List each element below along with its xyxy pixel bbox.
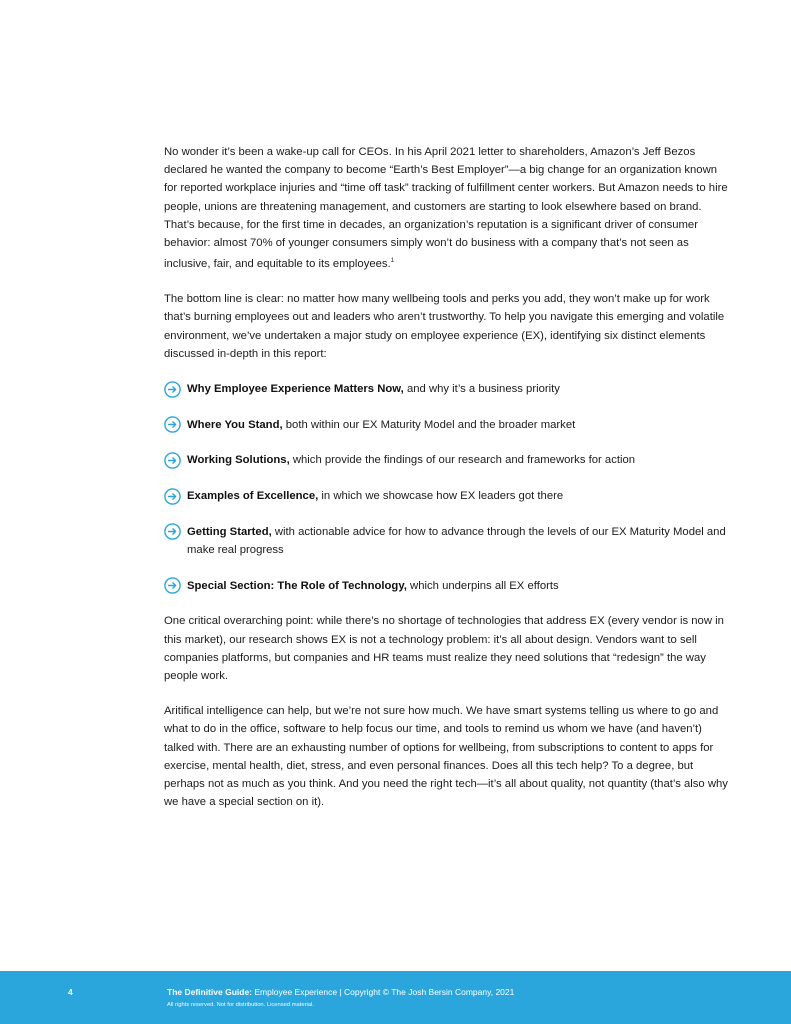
element-title: Working Solutions, [187, 454, 290, 467]
paragraph-ai: Aritifical intelligence can help, but we’re not sure how much. We have smart systems telling us where to go and what to do in the office, software to help focus our time, and tools to remind us whom we have (and haven’t) talked with. There are an exhausting number of options for wellbeing, from subscriptions to content to apps for exercise, mental health, diet, stress, and even personal finances. Does all this tech help? To a degree, but perhaps not as much as you think. And you need the right tech—it’s all about quality, not quantity (that’s also why we have a special section on it). [164, 705, 728, 809]
arrow-circle-right-icon [164, 452, 181, 469]
arrow-circle-right-icon [164, 416, 181, 433]
element-description: which provide the findings of our research and frameworks for action [289, 454, 636, 467]
page-number: 4 [68, 987, 73, 997]
list-item [164, 380, 730, 398]
element-title: Special Section: The Role of Technology, [187, 579, 407, 592]
list-item [164, 451, 730, 469]
page-footer [0, 971, 791, 1024]
arrow-circle-right-icon [164, 523, 181, 540]
element-description: both within our EX Maturity Model and the broader market [282, 418, 576, 431]
paragraph-ceo-wakeup: No wonder it’s been a wake-up call for CEOs. In his April 2021 letter to shareholders, Amazon’s Jeff Bezos declared he wanted the company to become “Earth’s Best Employer”—a big change for an organization known for reported workplace injuries and “time off task” tracking of fulfillment center workers. But Amazon needs to hire people, unions are threatening management, and customers are starting to look elsewhere based on brand. That’s because, for the first time in decades, an organization’s reputation is a significant driver of consumer behavior: almost 70% of younger consumers simply won’t do business with a company that’s not seen as inclusive, fair, and equitable to its employees.$^1$ [164, 146, 728, 270]
arrow-circle-right-icon [164, 577, 181, 594]
list-item [164, 577, 730, 595]
element-title: Getting Started, [187, 525, 272, 538]
paragraph-overarching-point: One critical overarching point: while there’s no shortage of technologies that address EX (every vendor is now in this market), our research shows EX is not a technology problem: it’s all about design. Vendors want to sell companies platforms, but companies and HR teams must realize they need solutions that “redesign” the way people work. [164, 615, 724, 683]
list-item [164, 523, 730, 559]
footnote-marker: 1 [390, 258, 395, 265]
footer-rights: All rights reserved. Not for distribution. Licensed material. [167, 1002, 314, 1008]
element-description: in which we showcase how EX leaders got there [318, 490, 564, 503]
element-description: which underpins all EX efforts [406, 579, 559, 592]
main-content [164, 143, 730, 811]
element-title: Examples of Excellence, [187, 490, 319, 503]
paragraph-bottom-line: The bottom line is clear: no matter how many wellbeing tools and perks you add, they won’t make up for work that’s burning employees out and leaders who aren’t trustworthy. To help you navigate this emerging and volatile environment, we’ve undertaken a major study on employee experience (EX), identifying six distinct elements discussed in-depth in this report: [164, 293, 725, 360]
element-description: with actionable advice for how to advance through the levels of our EX Maturity Model and make real progress [187, 525, 726, 557]
element-description: and why it’s a business priority [403, 383, 560, 395]
list-item [164, 416, 730, 434]
list-item [164, 487, 730, 505]
arrow-circle-right-icon [164, 381, 181, 398]
element-list [164, 380, 730, 595]
footer-title: The Definitive Guide: Employee Experience | Copyright © The Josh Bersin Company, 2021 [167, 987, 515, 997]
element-title: Where You Stand, [187, 418, 283, 431]
element-title: Why Employee Experience Matters Now, [187, 383, 404, 395]
arrow-circle-right-icon [164, 488, 181, 505]
